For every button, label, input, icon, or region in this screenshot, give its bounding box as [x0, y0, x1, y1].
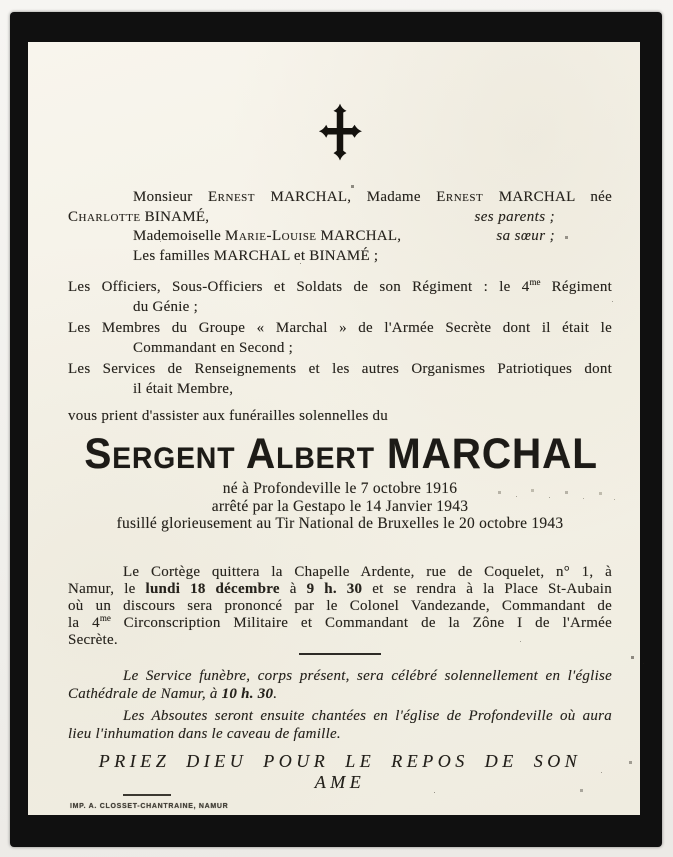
regiment-text: Les Officiers, Sous-Officiers et Soldats de son Régiment : le 4	[68, 279, 530, 295]
sister-first-name: Marie-Louise	[224, 228, 317, 244]
absoutes-line-2: lieu l'inhumation dans le caveau de famille.	[68, 725, 341, 742]
birth-line: né à Profondeville le 7 octobre 1916	[222, 480, 458, 497]
absoutes-line-1: Les Absoutes seront ensuite chantées en l'église de Profondeville où aura	[123, 707, 612, 724]
deceased-name-heading	[84, 430, 598, 478]
sister-surname: MARCHAL,	[316, 228, 402, 244]
regiment-line-1	[68, 278, 612, 298]
deceased-surname: MARCHAL	[387, 430, 598, 478]
printer-rule	[123, 794, 171, 796]
funeral-service-paragraph	[68, 667, 612, 703]
maiden-surname: BINAMÉ,	[140, 208, 210, 225]
printer-imprint: IMP. A. CLOSSET-CHANTRAINE, NAMUR	[70, 803, 229, 810]
sister-line	[68, 227, 612, 247]
maiden-first-name: Charlotte	[68, 208, 141, 225]
cortege-line-4	[68, 612, 613, 632]
cortege-line-3: où un discours sera prononcé par le Colonel Vandezande, Commandant de	[68, 597, 612, 614]
regiment-text-end: Régiment	[540, 279, 613, 295]
relation-sister-label: sa sœur ;	[496, 228, 555, 244]
service-text-end: .	[273, 685, 278, 702]
section-divider	[299, 653, 381, 655]
families-line: Les familles MARCHAL et BINAMÉ ;	[133, 247, 379, 264]
biography-block	[68, 480, 612, 533]
services-paragraph	[68, 360, 612, 399]
district-ordinal-suffix: me	[99, 612, 111, 623]
service-line-1: Le Service funèbre, corps présent, sera célébré solennellement en l'église	[123, 667, 612, 684]
cortege-text-mid: à	[279, 580, 307, 597]
groupe-line-1: Les Membres du Groupe « Marchal » de l'Armée Secrète dont il était le	[68, 320, 612, 336]
parents-line-1	[68, 188, 612, 208]
absoutes-paragraph	[68, 707, 612, 743]
regiment-paragraph	[68, 278, 612, 317]
cortege-line-5: Secrète.	[68, 631, 118, 648]
scan-noise-speckles	[0, 0, 1, 1]
cortege-line-1: Le Cortège quittera la Chapelle Ardente, rue de Coquelet, n° 1, à	[123, 563, 612, 580]
sister-title: Mademoiselle	[133, 228, 225, 244]
invitation-line: vous prient d'assister aux funérailles solennelles du	[68, 408, 389, 424]
cortege-line-2	[68, 581, 612, 598]
services-line-1: Les Services de Renseignements et les autres Organismes Patriotiques dont	[68, 361, 612, 377]
relation-parents-label: ses parents ;	[474, 208, 555, 225]
cortege-district-text: la 4	[68, 614, 100, 631]
family-announcement	[68, 188, 612, 266]
cortege-time-bold: 9 h. 30	[306, 580, 363, 597]
cross-header	[68, 100, 612, 164]
service-line-2	[68, 685, 612, 703]
parents-line-2	[68, 208, 612, 228]
mother-surname: MARCHAL née	[483, 189, 612, 205]
cross-icon	[314, 100, 366, 164]
prayer-line: PRIEZ DIEU POUR LE REPOS DE SON AME	[98, 750, 582, 792]
memorial-card	[28, 42, 640, 815]
deceased-title-given: Sergent Albert	[84, 430, 375, 478]
mother-first-name: Ernest	[436, 189, 484, 205]
cortege-paragraph	[68, 564, 612, 649]
cortege-text: Namur, le	[68, 580, 146, 597]
father-title: Monsieur	[133, 189, 208, 205]
execution-line: fusillé glorieusement au Tir National de Bruxelles le 20 octobre 1943	[116, 515, 564, 532]
regiment-ordinal-suffix: me	[529, 277, 541, 287]
service-time-bold: 10 h. 30	[221, 685, 274, 702]
groupe-paragraph	[68, 319, 612, 358]
father-surname: MARCHAL, Madame	[255, 189, 437, 205]
services-line-2: il était Membre,	[133, 380, 234, 397]
arrest-line: arrêté par la Gestapo le 14 Janvier 1943	[211, 497, 469, 515]
groupe-line-2: Commandant en Second ;	[133, 339, 294, 356]
cortege-date-bold: lundi 18 décembre	[145, 580, 280, 597]
regiment-line-2: du Génie ;	[133, 298, 198, 315]
cortege-text-end: et se rendra à la Place St-Aubain	[362, 580, 612, 597]
cortege-district-text-end: Circonscription Militaire et Commandant de la Zône I de l'Armée	[110, 614, 613, 631]
service-text: Cathédrale de Namur, à	[68, 685, 222, 702]
father-first-name: Ernest	[208, 189, 255, 205]
